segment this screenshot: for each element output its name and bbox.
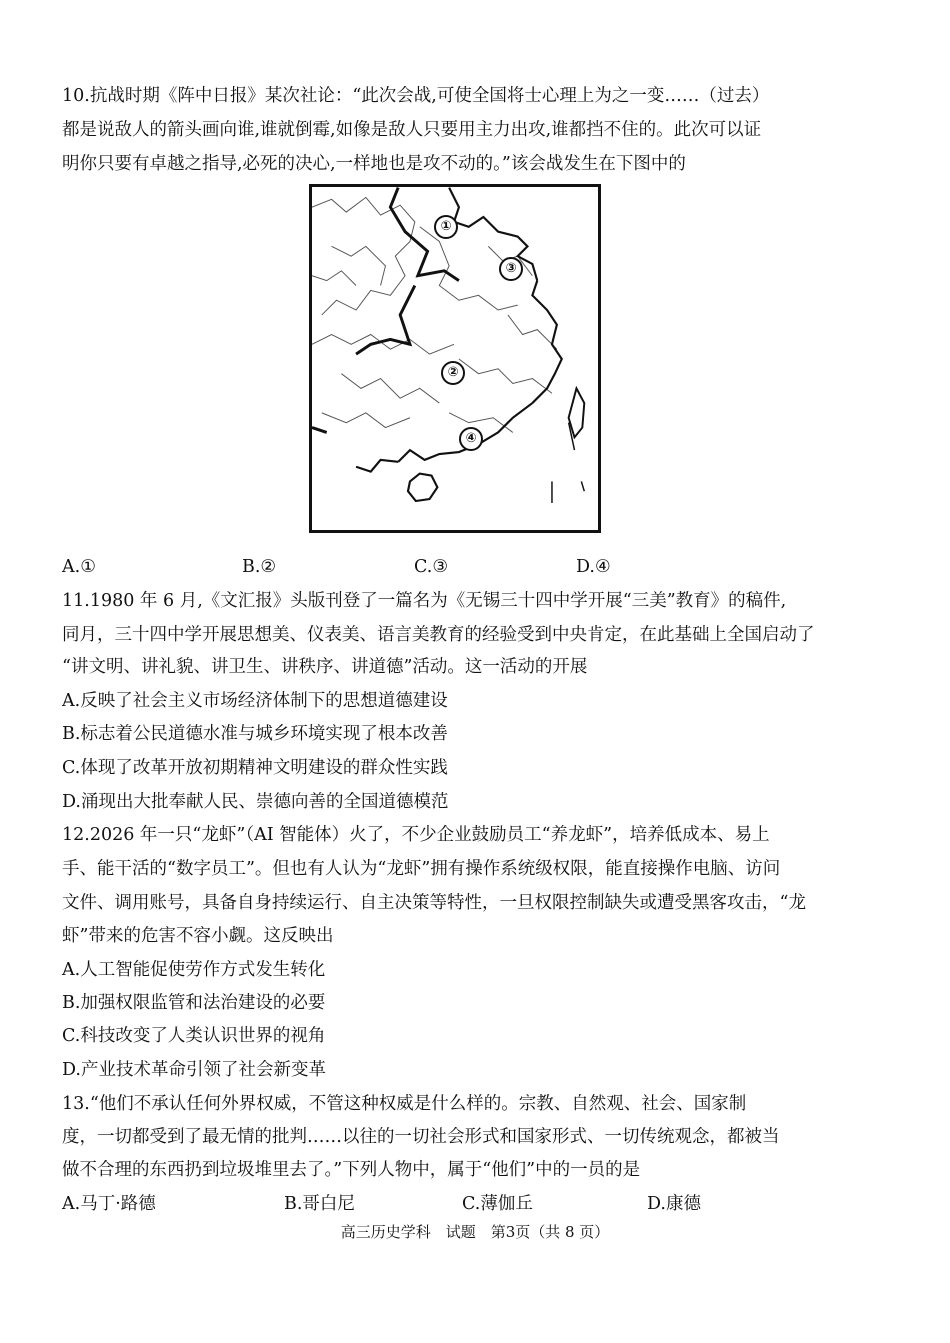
map-outline [312, 187, 598, 530]
map-marker-4: ④ [459, 427, 483, 451]
q10-option-d[interactable]: D.④ [576, 557, 611, 577]
q13-option-a[interactable]: A.马丁·路德 [62, 1194, 156, 1214]
q11-option-b[interactable]: B.标志着公民道德水准与城乡环境实现了根本改善 [62, 724, 448, 744]
q12-option-a[interactable]: A.人工智能促使劳作方式发生转化 [62, 960, 326, 980]
q12-stem-line-2: 手、能干活的“数字员工”。但也有人认为“龙虾”拥有操作系统级权限，能直接操作电脑、访问 [62, 859, 781, 879]
q11-stem-line-2: 同月，三十四中学开展思想美、仪表美、语言美教育的经验受到中央肯定，在此基础上全国启动了 [62, 625, 815, 645]
q13-stem-line-3: 做不合理的东西扔到垃圾堆里去了。”下列人物中，属于“他们”中的一员的是 [62, 1160, 641, 1180]
q13-option-c[interactable]: C.薄伽丘 [462, 1194, 533, 1214]
q12-option-c[interactable]: C.科技改变了人类认识世界的视角 [62, 1026, 326, 1046]
q13-stem-line-1: 13.“他们不承认任何外界权威，不管这种权威是什么样的。宗教、自然观、社会、国家制 [62, 1094, 747, 1114]
q13-stem-line-2: 度，一切都受到了最无情的批判……以往的一切社会形式和国家形式、一切传统观念，都被当 [62, 1127, 780, 1147]
q12-stem-line-4: 虾”带来的危害不容小觑。这反映出 [62, 926, 334, 946]
q13-option-b[interactable]: B.哥白尼 [284, 1194, 355, 1214]
q10-option-b[interactable]: B.② [242, 557, 277, 577]
q11-option-c[interactable]: C.体现了改革开放初期精神文明建设的群众性实践 [62, 758, 448, 778]
q13-option-d[interactable]: D.康德 [647, 1194, 701, 1214]
q11-stem-line-3: “讲文明、讲礼貌、讲卫生、讲秩序、讲道德”活动。这一活动的开展 [62, 657, 588, 677]
q12-stem-line-1: 12.2026 年一只“龙虾”（AI 智能体）火了，不少企业鼓励员工“养龙虾”，培养低成本、易上 [62, 825, 770, 845]
q12-option-d[interactable]: D.产业技术革命引领了社会新变革 [62, 1060, 326, 1080]
page-footer: 高三历史学科 试题 第3页（共 8 页） [340, 1223, 610, 1241]
q11-option-a[interactable]: A.反映了社会主义市场经济体制下的思想道德建设 [62, 691, 448, 711]
q10-stem-line-2: 都是说敌人的箭头画向谁,谁就倒霉,如像是敌人只要用主力出攻,谁都挡不住的。此次可以证 [62, 120, 762, 140]
q11-stem-line-1: 11.1980 年 6 月,《文汇报》头版刊登了一篇名为《无锡三十四中学开展“三美”教育》的稿件, [62, 591, 787, 611]
map-marker-1: ① [434, 215, 458, 239]
q12-stem-line-3: 文件、调用账号，具备自身持续运行、自主决策等特性，一旦权限控制缺失或遭受黑客攻击，“龙 [62, 893, 806, 913]
q10-option-c[interactable]: C.③ [414, 557, 449, 577]
q10-stem-line-1: 10.抗战时期《阵中日报》某次社论：“此次会战,可使全国将士心理上为之一变……（过去） [62, 86, 770, 106]
battle-map [309, 184, 601, 533]
q12-option-b[interactable]: B.加强权限监管和法治建设的必要 [62, 993, 326, 1013]
q10-stem-line-3: 明你只要有卓越之指导,必死的决心,一样地也是攻不动的。”该会战发生在下图中的 [62, 154, 686, 174]
q10-option-a[interactable]: A.① [62, 557, 96, 577]
map-marker-3: ③ [499, 257, 523, 281]
q11-option-d[interactable]: D.涌现出大批奉献人民、崇德向善的全国道德模范 [62, 792, 449, 812]
map-marker-2: ② [441, 361, 465, 385]
